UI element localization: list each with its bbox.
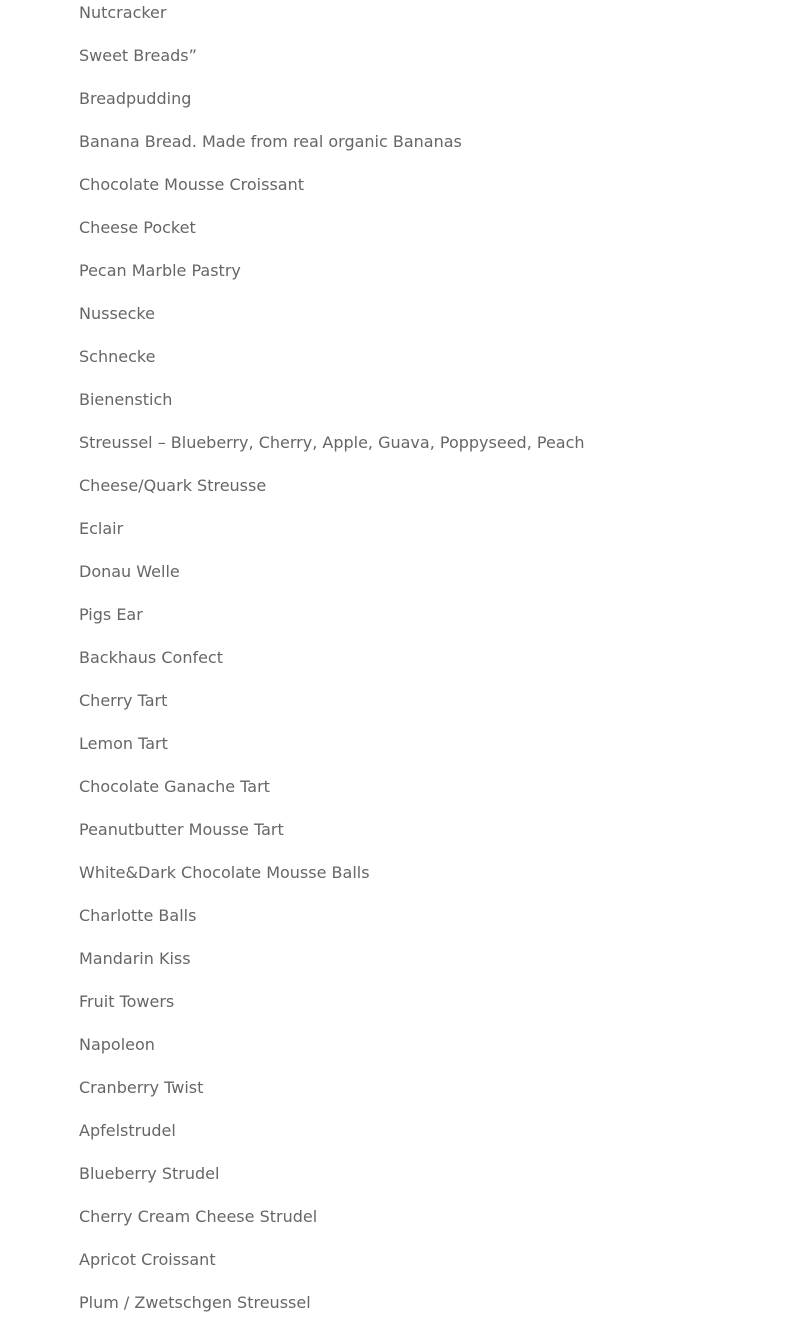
list-item: Breadpudding [79, 89, 192, 108]
list-item: Eclair [79, 519, 124, 538]
list-item: Nutcracker [79, 3, 167, 22]
list-item: Charlotte Balls [79, 906, 197, 925]
list-item: Fruit Towers [79, 992, 175, 1011]
list-item: Cheese/Quark Streusse [79, 476, 267, 495]
list-item: Chocolate Mousse Croissant [79, 175, 304, 194]
list-item: Cheese Pocket [79, 218, 196, 237]
list-item: Mandarin Kiss [79, 949, 191, 968]
list-item: Cherry Tart [79, 691, 168, 710]
list-item: Lemon Tart [79, 734, 168, 753]
pastry-menu-list [79, 0, 585, 1333]
list-item: Pigs Ear [79, 605, 143, 624]
list-item: Plum / Zwetschgen Streussel [79, 1293, 311, 1312]
list-item: Cranberry Twist [79, 1078, 204, 1097]
list-item: Napoleon [79, 1035, 155, 1054]
list-item: Chocolate Ganache Tart [79, 777, 270, 796]
list-item: Schnecke [79, 347, 156, 366]
list-item: Banana Bread. Made from real organic Bananas [79, 132, 462, 151]
list-item: Blueberry Strudel [79, 1164, 220, 1183]
list-item: Nussecke [79, 304, 155, 323]
list-item: Pecan Marble Pastry [79, 261, 241, 280]
list-item: Cherry Cream Cheese Strudel [79, 1207, 318, 1226]
list-item: White&Dark Chocolate Mousse Balls [79, 863, 370, 882]
list-item: Bienenstich [79, 390, 173, 409]
list-item: Peanutbutter Mousse Tart [79, 820, 284, 839]
list-item: Apricot Croissant [79, 1250, 216, 1269]
list-item: Apfelstrudel [79, 1121, 176, 1140]
list-item: Backhaus Confect [79, 648, 223, 667]
list-item: Donau Welle [79, 562, 180, 581]
list-item: Sweet Breads” [79, 46, 197, 65]
list-item: Streussel – Blueberry, Cherry, Apple, Guava, Poppyseed, Peach [79, 433, 585, 452]
